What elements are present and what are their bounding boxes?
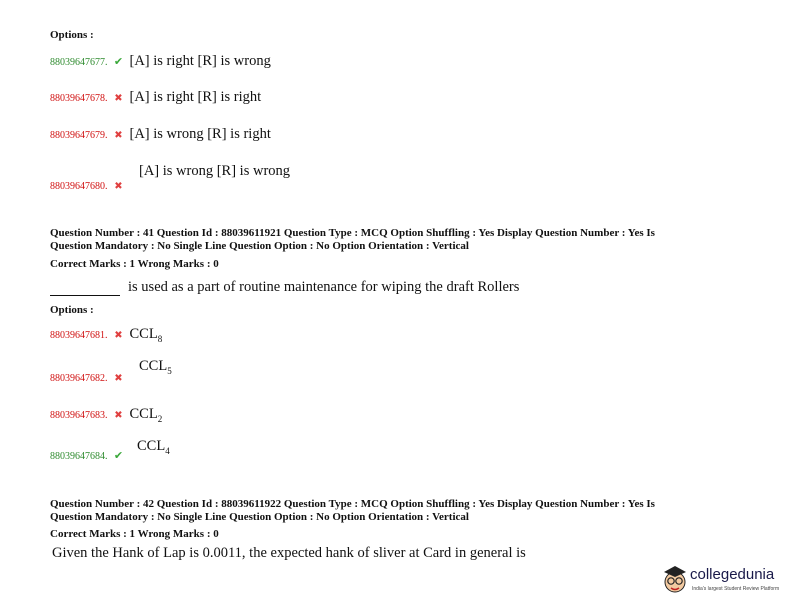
option-id: 88039647682.: [50, 373, 108, 384]
option-id: 88039647678.: [50, 93, 108, 104]
option-row: [50, 368, 126, 386]
question-meta-line: Question Mandatory : No Single Line Question Option : No Option Orientation : Vertical: [50, 511, 469, 523]
check-icon: ✔: [113, 450, 124, 462]
cross-icon: ✖: [114, 93, 123, 104]
cross-icon: ✖: [114, 181, 123, 192]
cross-icon: ✖: [114, 130, 123, 141]
question-body: is used as a part of routine maintenance for wiping the draft Rollers: [128, 279, 520, 295]
options-label: Options :: [50, 304, 94, 316]
question-text: Given the Hank of Lap is 0.0011, the expected hank of sliver at Card in general is: [52, 545, 526, 561]
check-icon: ✔: [113, 56, 124, 68]
option-text: [A] is right [R] is right: [129, 89, 262, 105]
question-text: [50, 278, 519, 296]
logo-name: collegedunia: [690, 566, 775, 583]
option-row: [50, 88, 261, 106]
blank-line: [50, 283, 120, 296]
option-text: [A] is wrong [R] is wrong: [139, 163, 291, 179]
option-text: [A] is wrong [R] is right: [129, 126, 271, 142]
question-meta-line: Question Number : 41 Question Id : 88039611921 Question Type : MCQ Option Shuffling : Yes Display Question Number : Yes Is: [50, 227, 655, 239]
question-meta-line: Question Number : 42 Question Id : 88039611922 Question Type : MCQ Option Shuffling : Yes Display Question Number : Yes Is: [50, 498, 655, 510]
option-id: 88039647683.: [50, 410, 108, 421]
option-row: [50, 325, 162, 344]
question-marks: Correct Marks : 1 Wrong Marks : 0: [50, 528, 219, 540]
cross-icon: ✖: [114, 410, 123, 421]
collegedunia-logo: [662, 560, 782, 602]
option-row: [50, 405, 162, 424]
question-marks: Correct Marks : 1 Wrong Marks : 0: [50, 258, 219, 270]
option-text: $CCL_2$: [129, 406, 163, 424]
question-meta-line: Question Mandatory : No Single Line Question Option : No Option Orientation : Vertical: [50, 240, 469, 252]
option-id: 88039647684.: [50, 451, 108, 462]
question-meta: [50, 498, 655, 524]
option-id: 88039647680.: [50, 181, 108, 192]
option-row: [50, 52, 271, 70]
logo-tagline: India's largest Student Review Platform: [692, 586, 780, 592]
option-row: [50, 446, 126, 464]
option-id: 88039647677.: [50, 57, 108, 68]
graduate-face-icon: [662, 562, 688, 596]
option-text: $CCL_8$: [129, 326, 163, 344]
option-row: [50, 125, 271, 143]
option-id: 88039647679.: [50, 130, 108, 141]
cross-icon: ✖: [114, 330, 123, 341]
option-text: $CCL_5$: [139, 358, 172, 376]
option-row: [50, 176, 126, 194]
option-text: [A] is right [R] is wrong: [129, 53, 271, 69]
question-meta: [50, 227, 655, 253]
cross-icon: ✖: [114, 373, 123, 384]
option-text: $CCL_4$: [137, 438, 170, 456]
options-label: Options :: [50, 29, 94, 41]
option-id: 88039647681.: [50, 330, 108, 341]
